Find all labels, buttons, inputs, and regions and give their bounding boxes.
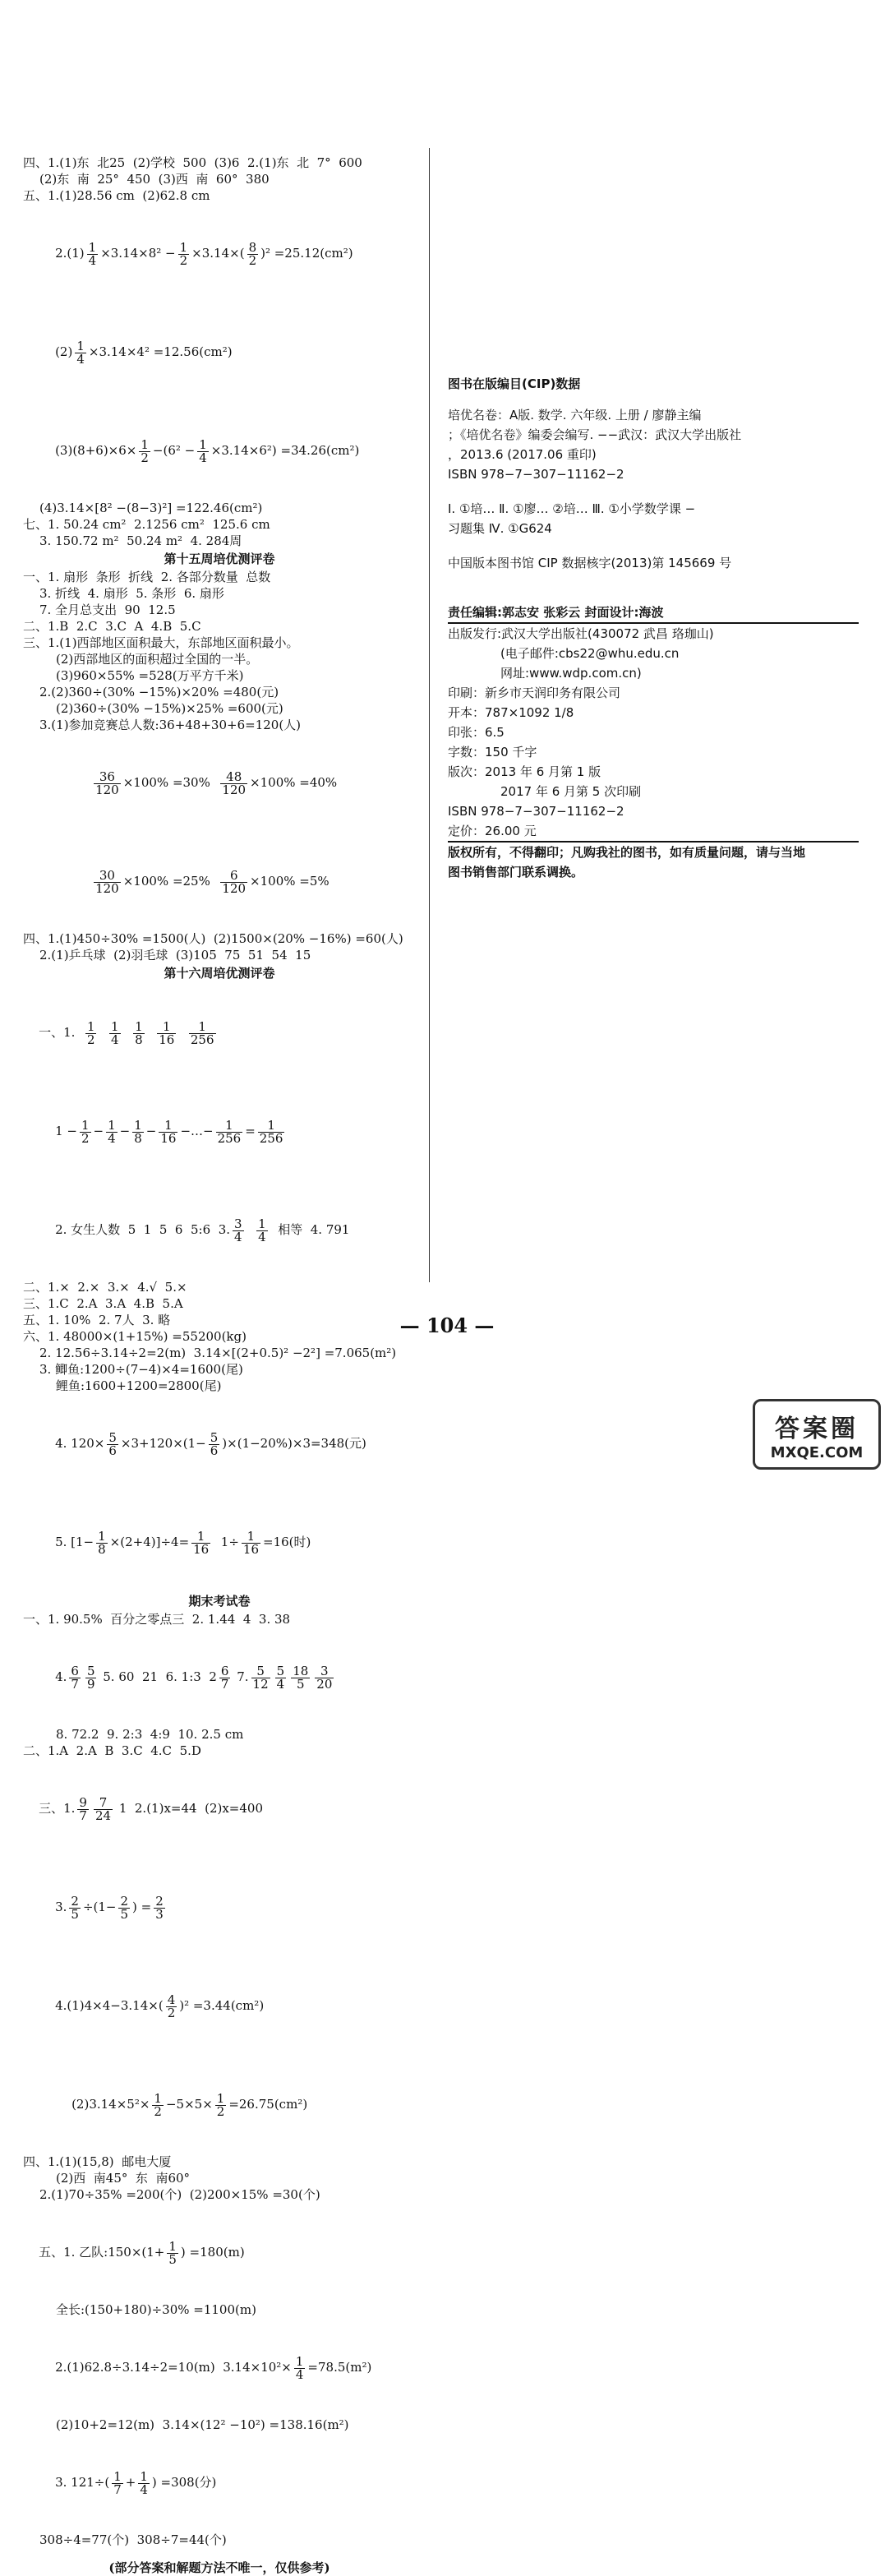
fraction: $\frac{6}{120}$ — [222, 867, 247, 896]
answer-line — [23, 2318, 416, 2417]
fraction: $\frac{1}{256}$ — [217, 1117, 242, 1146]
fraction: $\frac{1}{4}$ — [140, 2468, 148, 2497]
fraction: $\frac{1}{2}$ — [86, 1018, 95, 1047]
answer-line: (2)360÷(30% −15%)×25% =600(元) — [56, 701, 283, 716]
fraction: $\frac{1}{4}$ — [295, 2353, 304, 2382]
answer-line: 3. 折线 4. 扇形 5. 条形 6. 扇形 — [39, 586, 224, 601]
answer-line: 全长:(150+180)÷30% =1100(m) — [56, 2302, 256, 2317]
text: 3. 121÷( — [55, 2475, 110, 2490]
section-title: 期末考试卷 — [188, 1594, 251, 1609]
answer-note: (部分答案和解题方法不唯一，仅供参考) — [108, 2560, 330, 2575]
fraction: $\frac{1}{16}$ — [193, 1528, 210, 1557]
fraction: $\frac{1}{2}$ — [81, 1117, 90, 1146]
text: ÷(1− — [82, 1900, 117, 1914]
answer-line — [23, 1493, 416, 1591]
fraction: $\frac{6}{7}$ — [71, 1663, 79, 1692]
fraction: $\frac{7}{24}$ — [94, 1794, 112, 1823]
text: 3. — [55, 1900, 67, 1914]
fraction: $\frac{1}{4}$ — [88, 239, 97, 268]
text: −(6² − — [152, 443, 196, 458]
answer-line: 8. 72.2 9. 2:3 4:9 10. 2.5 cm — [56, 1727, 244, 1742]
answer-line: 3.(1)参加竞赛总人数:36+48+30+6=120(人) — [39, 718, 302, 732]
fraction: $\frac{1}{8}$ — [134, 1117, 142, 1146]
fraction: $\frac{1}{16}$ — [242, 1528, 259, 1557]
text: 1÷ — [220, 1535, 239, 1549]
fraction: $\frac{1}{5}$ — [168, 2238, 177, 2267]
answer-line: (3)960×55% =528(万平方千米) — [56, 668, 244, 683]
fraction: $\frac{1}{256}$ — [190, 1018, 214, 1047]
fraction: $\frac{1}{2}$ — [216, 2090, 225, 2119]
answer-line: (2)西 南45° 东 南60° — [56, 2171, 191, 2186]
fraction: $\frac{1}{4}$ — [258, 1216, 266, 1244]
text: ×100% =5% — [250, 874, 329, 889]
text: 4.(1)4×4−3.14×( — [55, 1998, 164, 2013]
text: ×3.14×( — [191, 246, 245, 261]
answer-line: 四、1.(1)450÷30% =1500(人) (2)1500×(20% −16%) =60(人) — [23, 931, 403, 946]
text: (2) — [55, 344, 73, 359]
column-divider — [429, 148, 430, 1282]
text: =78.5(m²) — [307, 2360, 372, 2375]
text: 5. [1− — [55, 1535, 94, 1549]
cip-title: 图书在版编目(CIP)数据 — [448, 376, 581, 391]
text: ×100% =30% — [122, 775, 210, 790]
answer-line — [23, 1858, 416, 1956]
answer-line: 三、1.C 2.A 3.A 4.B 5.A — [23, 1296, 183, 1311]
text: (2)3.14×5²× — [71, 2097, 150, 2112]
answer-line — [23, 832, 416, 930]
text: )×(1−20%)×3=348(元) — [222, 1436, 366, 1451]
email-line: (电子邮件:cbs22@whu.edu.cn — [500, 646, 680, 661]
text: 一、1. — [39, 1025, 76, 1040]
edition-line: 版次：2013 年 6 月第 1 版 — [448, 764, 601, 779]
section-title: 第十六周培优测评卷 — [164, 966, 275, 981]
printer-line: 印刷：新乡市天润印务有限公司 — [448, 686, 621, 700]
watermark-text: 答案圈 — [775, 1414, 859, 1443]
answer-line: 五、1. 10% 2. 7人 3. 略 — [23, 1313, 171, 1327]
text: −5×5× — [165, 2097, 213, 2112]
editor-line: 责任编辑:郭志安 张彩云 封面设计:海波 — [448, 602, 859, 624]
text: 5. 60 21 6. 1:3 2 — [103, 1669, 217, 1684]
answer-line — [23, 2055, 416, 2154]
text: + — [125, 2475, 136, 2490]
cip-line: Ⅰ. ①培… Ⅱ. ①廖… ②培… Ⅲ. ①小学数学课 − — [448, 501, 696, 516]
watermark-url: MXQE.COM — [770, 1443, 864, 1461]
answer-line: 三、1.(1)西部地区面积最大，东部地区面积最小。 — [23, 635, 299, 650]
fraction: $\frac{5}{6}$ — [108, 1429, 117, 1458]
cip-line: 培优名卷：A版. 数学. 六年级. 上册 / 廖静主编 — [448, 408, 702, 422]
format-line: 开本：787×1092 1/8 — [448, 705, 574, 720]
fraction: $\frac{1}{256}$ — [259, 1117, 283, 1146]
fraction: $\frac{6}{7}$ — [220, 1663, 229, 1692]
answer-line — [23, 1180, 416, 1279]
fraction: $\frac{5}{9}$ — [86, 1663, 95, 1692]
text: ×100% =40% — [250, 775, 338, 790]
cip-column — [448, 374, 859, 882]
text: 2.(1) — [55, 246, 85, 261]
text: 五、1. 乙队:150×(1+ — [39, 2245, 165, 2260]
answer-line: 308÷4=77(个) 308÷7=44(个) — [39, 2532, 227, 2547]
text: 三、1. — [39, 1801, 76, 1816]
fraction: $\frac{5}{12}$ — [252, 1663, 269, 1692]
answer-line: 3. 鲫鱼:1200÷(7−4)×4=1600(尾) — [39, 1362, 243, 1377]
text: (3)(8+6)×6× — [55, 443, 137, 458]
answer-line: (2)10+2=12(m) 3.14×(12² −10²) =138.16(m²) — [56, 2417, 349, 2432]
answer-line: 2. 12.56÷3.14÷2=2(m) 3.14×[(2+0.5)² −2²] =7.065(m²) — [39, 1346, 397, 1360]
answer-line — [23, 983, 416, 1082]
fraction: $\frac{3}{20}$ — [316, 1663, 333, 1692]
text: =16(时) — [263, 1535, 311, 1549]
fraction: $\frac{1}{16}$ — [159, 1018, 175, 1047]
fraction: $\frac{9}{7}$ — [79, 1794, 87, 1823]
text: 相等 4. 791 — [278, 1222, 350, 1237]
answer-line — [23, 2433, 416, 2532]
answer-line — [23, 733, 416, 832]
answer-line — [23, 204, 416, 302]
answer-line: 五、1.(1)28.56 cm (2)62.8 cm — [23, 188, 210, 203]
answer-line: 3. 150.72 m² 50.24 m² 4. 284周 — [39, 533, 242, 548]
answer-line: 四、1.(1)(15,8) 邮电大厦 — [23, 2154, 172, 2169]
answer-line: 二、1.× 2.× 3.× 4.√ 5.× — [23, 1280, 187, 1295]
sheets-line: 印张：6.5 — [448, 725, 505, 740]
text: ×3+120×(1− — [120, 1436, 206, 1451]
cip-number: 中国版本图书馆 CIP 数据核字(2013)第 145669 号 — [448, 556, 732, 570]
answer-line — [23, 2203, 416, 2301]
answer-line: 二、1.A 2.A B 3.C 4.C 5.D — [23, 1743, 201, 1758]
answer-line — [23, 1394, 416, 1493]
text: ×3.14×6²) =34.26(cm²) — [210, 443, 360, 458]
fraction: $\frac{1}{8}$ — [98, 1528, 106, 1557]
answer-line: (2)东 南 25° 450 (3)西 南 60° 380 — [39, 172, 270, 187]
text: ) =180(m) — [180, 2245, 245, 2260]
answer-line: (4)3.14×[8² −(8−3)²] =122.46(cm²) — [39, 501, 263, 515]
answer-line: 一、1. 90.5% 百分之零点三 2. 1.44 4 3. 38 — [23, 1612, 291, 1627]
cip-line: ；《培优名卷》编委会编写. −−武汉：武汉大学出版社 — [448, 427, 742, 442]
text: 2.(1)62.8÷3.14÷2=10(m) 3.14×10²× — [55, 2360, 292, 2375]
text: 1 − — [55, 1124, 77, 1138]
answer-line — [23, 1956, 416, 2055]
fraction: $\frac{4}{2}$ — [167, 1992, 176, 2020]
fraction: $\frac{5}{4}$ — [276, 1663, 285, 1692]
fraction: $\frac{1}{2}$ — [179, 239, 188, 268]
text: ) =308(分) — [151, 2475, 217, 2490]
fraction: $\frac{1}{8}$ — [135, 1018, 143, 1047]
publisher-line: 出版发行:武汉大学出版社(430072 武昌 珞珈山) — [448, 626, 714, 641]
fraction: $\frac{1}{4}$ — [108, 1117, 116, 1146]
answer-line: (2)西部地区的面积超过全国的一半。 — [56, 652, 259, 667]
fraction: $\frac{1}{2}$ — [141, 436, 149, 465]
cip-line: 习题集 Ⅳ. ①G624 — [448, 521, 552, 536]
answer-line: 1 − $\frac{1}{2}$ − $\frac{1}{4}$ − $\frac{1}{8}$ − $\frac{1}{16}$ −…− $\frac{1}{256}$ = $\frac{1}{256}$ — [55, 1117, 283, 1146]
answer-line — [23, 401, 416, 500]
cip-line: ，2013.6 (2017.06 重印) — [448, 447, 597, 462]
copyright-line: 图书销售部门联系调换。 — [448, 865, 584, 879]
text: ) = — [132, 1900, 152, 1914]
answer-line: 六、1. 48000×(1+15%) =55200(kg) — [23, 1329, 247, 1344]
fraction: $\frac{5}{6}$ — [210, 1429, 219, 1458]
answer-line: 2.(2)360÷(30% −15%)×20% =480(元) — [39, 685, 279, 699]
fraction: $\frac{8}{2}$ — [248, 239, 257, 268]
answer-line: 7. 全月总支出 90 12.5 — [39, 602, 176, 617]
fraction: $\frac{30}{120}$ — [95, 867, 119, 896]
wordcount-line: 字数：150 千字 — [448, 745, 537, 759]
website-line: 网址:www.wdp.com.cn) — [500, 666, 642, 681]
cip-isbn: ISBN 978−7−307−11162−2 — [448, 467, 624, 482]
fraction: $\frac{18}{5}$ — [293, 1663, 309, 1692]
answer-column-left — [23, 155, 416, 2576]
printing-line: 2017 年 6 月第 5 次印刷 — [500, 784, 642, 799]
answer-line — [23, 1627, 416, 1726]
fraction: $\frac{1}{4}$ — [111, 1018, 119, 1047]
answer-line: 七、1. 50.24 cm² 2.1256 cm² 125.6 cm — [23, 517, 270, 532]
fraction: $\frac{48}{120}$ — [222, 769, 247, 797]
fraction: $\frac{3}{4}$ — [234, 1216, 242, 1244]
text: 4. 120× — [55, 1436, 105, 1451]
text: ×3.14×4² =12.56(cm²) — [88, 344, 233, 359]
fraction: $\frac{2}{5}$ — [120, 1893, 129, 1922]
answer-line: 2.(1)乒乓球 (2)羽毛球 (3)105 75 51 54 15 — [39, 948, 311, 963]
answer-line: 四、1.(1)东 北25 (2)学校 500 (3)6 2.(1)东 北 7° 600 — [23, 155, 362, 170]
fraction: $\frac{1}{4}$ — [199, 436, 207, 465]
answer-line: 二、1.B 2.C 3.C A 4.B 5.C — [23, 619, 201, 634]
fraction: $\frac{2}{3}$ — [155, 1893, 164, 1922]
fraction: $\frac{36}{120}$ — [95, 769, 119, 797]
price-line: 定价：26.00 元 — [448, 821, 859, 843]
text: ×(2+4)]÷4= — [109, 1535, 190, 1549]
section-title: 第十五周培优测评卷 — [164, 552, 275, 566]
text: )² =25.12(cm²) — [260, 246, 353, 261]
page-number: — 104 — — [399, 1313, 495, 1337]
fraction: $\frac{1}{16}$ — [160, 1117, 177, 1146]
copyright-line: 版权所有，不得翻印；凡购我社的图书，如有质量问题，请与当地 — [448, 845, 806, 860]
answer-line — [23, 1759, 416, 1858]
text: 1 2.(1)x=44 (2)x=400 — [118, 1801, 264, 1816]
isbn-line: ISBN 978−7−307−11162−2 — [448, 804, 624, 819]
watermark-logo — [753, 1399, 881, 1470]
text: ×100% =25% — [122, 874, 210, 889]
text: ×3.14×8² − — [100, 246, 176, 261]
fraction: $\frac{2}{5}$ — [71, 1893, 79, 1922]
fraction: $\frac{1}{7}$ — [113, 2468, 122, 2497]
fraction: $\frac{1}{4}$ — [76, 338, 85, 367]
fraction: $\frac{1}{2}$ — [154, 2090, 162, 2119]
answer-line — [23, 302, 416, 401]
text: 4. — [55, 1669, 67, 1684]
answer-line: 2.(1)70÷35% =200(个) (2)200×15% =30(个) — [39, 2187, 320, 2202]
answer-line: 鲤鱼:1600+1200=2800(尾) — [56, 1378, 222, 1393]
text: )² =3.44(cm²) — [179, 1998, 265, 2013]
text: 7. — [237, 1669, 249, 1684]
text: 2. 女生人数 5 1 5 6 5:6 3. — [55, 1222, 231, 1237]
text: =26.75(cm²) — [228, 2097, 308, 2112]
answer-line: 一、1. 扇形 条形 折线 2. 各部分数量 总数 — [23, 570, 271, 584]
